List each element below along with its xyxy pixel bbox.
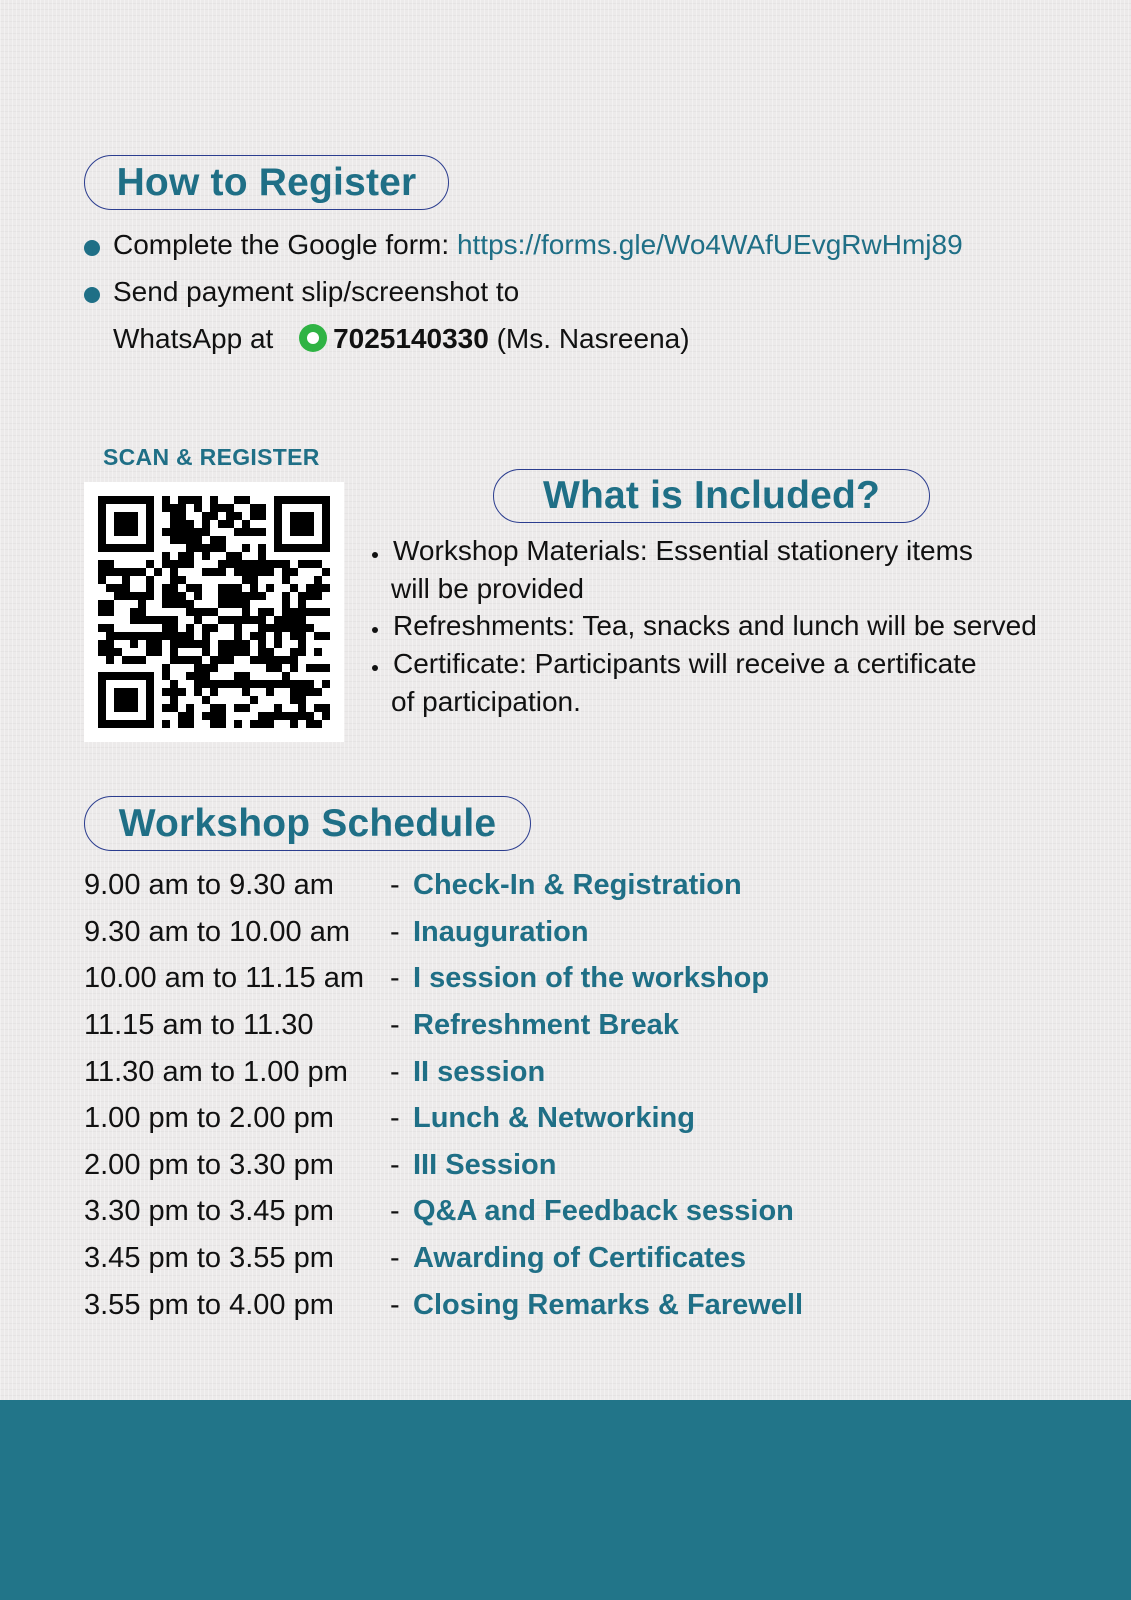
schedule-dash: - <box>390 916 400 948</box>
bullet-icon <box>372 552 378 558</box>
schedule-time: 11.30 am to 1.00 pm <box>84 1056 348 1088</box>
schedule-activity: Awarding of Certificates <box>413 1242 747 1274</box>
schedule-dash: - <box>390 962 400 994</box>
schedule-activity: III Session <box>413 1149 557 1181</box>
schedule-activity: II session <box>413 1056 546 1088</box>
form-line <box>113 229 963 261</box>
included-item: Certificate: Participants will receive a certificate <box>393 648 977 679</box>
schedule-time: 9.00 am to 9.30 am <box>84 869 334 901</box>
schedule-dash: - <box>390 1289 400 1321</box>
whatsapp-prefix: WhatsApp at <box>113 323 274 354</box>
included-item-cont: of participation. <box>391 686 581 717</box>
included-item-cont: will be provided <box>391 573 584 604</box>
schedule-time: 10.00 am to 11.15 am <box>84 962 364 994</box>
schedule-time: 9.30 am to 10.00 am <box>84 916 350 948</box>
schedule-dash: - <box>390 869 400 901</box>
whatsapp-icon <box>299 324 327 352</box>
bullet-icon <box>84 240 100 256</box>
schedule-dash: - <box>390 1149 400 1181</box>
how-to-register-heading: How to Register <box>84 155 449 210</box>
schedule-activity: Inauguration <box>413 916 589 948</box>
schedule-time: 3.45 pm to 3.55 pm <box>84 1242 334 1274</box>
what-is-included-heading: What is Included? <box>493 469 930 523</box>
contact-name: (Ms. Nasreena) <box>496 323 690 354</box>
google-form-link[interactable]: https://forms.gle/Wo4WAfUEvgRwHmj89 <box>456 229 963 260</box>
included-item: Refreshments: Tea, snacks and lunch will be served <box>393 610 1037 641</box>
footer-band <box>0 1400 1131 1600</box>
payment-line-1: Send payment slip/screenshot to <box>113 276 520 307</box>
schedule-dash: - <box>390 1195 400 1227</box>
schedule-dash: - <box>390 1009 400 1041</box>
schedule-time: 1.00 pm to 2.00 pm <box>84 1102 334 1134</box>
schedule-time: 3.55 pm to 4.00 pm <box>84 1289 334 1321</box>
schedule-dash: - <box>390 1242 400 1274</box>
schedule-dash: - <box>390 1056 400 1088</box>
schedule-time: 3.30 pm to 3.45 pm <box>84 1195 334 1227</box>
bullet-icon <box>372 627 378 633</box>
schedule-activity: Check-In & Registration <box>413 869 742 901</box>
schedule-time: 2.00 pm to 3.30 pm <box>84 1149 334 1181</box>
bullet-icon <box>372 665 378 671</box>
bullet-icon <box>84 287 100 303</box>
form-prefix: Complete the Google form: <box>113 229 457 260</box>
schedule-dash: - <box>390 1102 400 1134</box>
schedule-activity: Q&A and Feedback session <box>413 1195 794 1227</box>
included-item: Workshop Materials: Essential stationery items <box>393 535 973 566</box>
schedule-activity: Lunch & Networking <box>413 1102 695 1134</box>
workshop-schedule-heading: Workshop Schedule <box>84 796 531 851</box>
phone-number[interactable]: 7025140330 <box>333 323 489 354</box>
scan-register-label: SCAN & REGISTER <box>103 444 320 470</box>
payment-line-2 <box>113 323 690 355</box>
schedule-activity: Refreshment Break <box>413 1009 679 1041</box>
schedule-activity: I session of the workshop <box>413 962 770 994</box>
schedule-time: 11.15 am to 11.30 <box>84 1009 314 1041</box>
schedule-activity: Closing Remarks & Farewell <box>413 1289 804 1321</box>
qr-code-icon[interactable] <box>84 482 344 742</box>
